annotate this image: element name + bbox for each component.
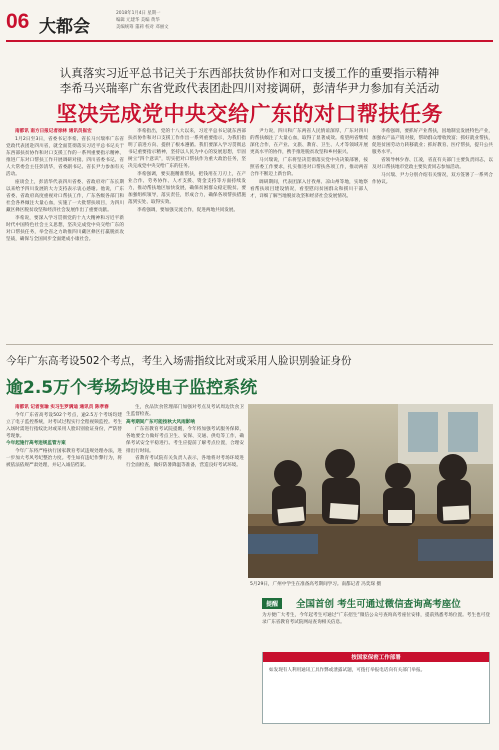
story1-headline: 坚决完成党中央交给广东的对口帮扶任务 <box>56 102 443 126</box>
subhead: 今年起施行高考违规监管方案 <box>6 441 66 447</box>
story1-column-3 <box>250 128 368 338</box>
paragraph: 马兴瑞说，广东将坚决贯彻落实党中央决策部署，按照省委工作要求，扎实推进对口帮扶各项工作，推动两省合作不断迈上新台阶。 <box>250 157 368 178</box>
paragraph: 李希强调，要实施精准帮扶，把钱用在刀刃上，在产业合作、劳务协作、人才支援、资金支持等方面持续发力，推动帮扶地区加快发展，确保贫困群众稳定脱贫。要加强组织领导，落实责任，形成合力，确保各项帮扶措施落到实处、取得实效。 <box>128 172 246 206</box>
story2-column-2 <box>126 404 244 740</box>
paragraph: 今年广东将严格执行国家教育考试违规处理办法，进一步加大考风考纪整治力度。考生如有违纪作弊行为，将被依法依规严肃处理，并记入诚信档案。 <box>6 449 122 469</box>
story1-kicker-line2: 李希马兴瑞率广东省党政代表团赴四川对接调研，彭清华尹力参加有关活动 <box>59 81 440 95</box>
story2-kicker: 今年广东高考设502个考点，考生入场需指纹比对或采用人脸识别验证身份 <box>6 355 352 367</box>
paragraph: 李希强调，要抓好产业帮扶，因地制宜发展特色产业，加强农产品产销对接，帮助群众增收致富；抓好就业帮扶，促进贫困劳动力转移就业；抓好教育、医疗帮扶，提升公共服务水平。 <box>372 129 493 156</box>
story1-column-1 <box>6 128 124 338</box>
students-photo-illustration <box>248 404 493 578</box>
paragraph: 座谈会上，彭清华代表四川省委、省政府对广东长期以来给予四川发展的大力支持表示衷心感谢。他说，广东省委、省政府高度重视对口帮扶工作，广东各级各部门和社会各界倾注大量心血，实施了一大批帮扶项目，为四川藏区彝区脱贫攻坚和经济社会发展作出了重要贡献。 <box>6 179 124 214</box>
header-date: 2018年1月4日 星期一 <box>116 11 161 16</box>
page-number: 06 <box>6 10 30 33</box>
paragraph: 省教育考试院有关负责人表示，各地将对考场环境进行全面检查，做好防暑降温等准备，营造良好考试环境。 <box>126 456 244 469</box>
header-staff: 美编统筹 董莉 校对 邓丽文 <box>116 25 169 30</box>
paragraph: 李希强调，要加强交流合作，促进两地共同发展。 <box>137 208 239 214</box>
paragraph: 马兴瑞、尹力分别介绍有关情况，双方签署了一系列合作协议。 <box>372 172 493 185</box>
notice-box-text: 如发现有人利用通讯工具作弊或泄露试题，可拨打举报电话向有关部门举报。 <box>269 668 426 673</box>
paragraph: 生，食品饮食管理部门加强对考点及考试周边饮食卫生监督检查。 <box>126 405 244 418</box>
notice-box-title: 按国家保密工作部署 <box>263 652 489 662</box>
paragraph: 尹力说，四川和广东两省人民情谊深厚，广东对四川的帮扶倾注了大量心血，取得了显著成效。希望两省继续深化合作，在产业、文旅、教育、卫生、人才等领域开展更高水平的协作，携手推进脱贫攻坚和乡村振兴。 <box>250 129 368 156</box>
story1-column-4 <box>372 128 493 338</box>
story1-byline: 南都讯 南方日报记者徐林 通讯员崔宏 <box>15 129 92 134</box>
paragraph: 今年广东省高考设502个考点，逾2.5万个考场均建立了电子监控系统，对考试过程实行全程视频监控。考生入场时需进行指纹比对或采用人脸识别验证身份，严防替考现象。 <box>6 412 122 439</box>
paragraph: 李希说，要深入学习贯彻党的十九大精神和习近平新时代中国特色社会主义思想，坚决完成党中央交给广东的对口帮扶任务，举全省之力助推四川藏区彝区打赢脱贫攻坚战，确保与全国同步全面建成小康社会。 <box>6 215 124 242</box>
paragraph: 李希指出，党的十八大以来，习近平总书记就东西部扶贫协作和对口支援工作作出一系列重要指示，为我们指明了前进方向、提供了根本遵循。我们要深入学习贯彻总书记重要指示精神，坚持以人民为中心的发展思想，牢固树立“四个意识”，切实把对口帮扶作为重大政治任务，坚决完成党中央交给广东的任务。 <box>128 129 246 170</box>
photo-caption: 5月29日，广州中学生在准备高考期间学习。南都记者 冯奕琛 摄 <box>250 582 382 587</box>
story2-column-1 <box>6 404 122 740</box>
story2-byline: 南都讯 记者张瑜 实习生罗满迪 通讯员 陈孝春 <box>15 405 109 410</box>
paragraph: 调研期间，代表团深入甘孜州、凉山州等地，实地察看帮扶项目建设情况，看望慰问贫困群众和援川干部人才，详细了解当地脱贫攻坚和经济社会发展情况。 <box>250 179 368 199</box>
paragraph: 广东省教育考试院提醒，今年将加强考试服务保障，各地要全力做好考点卫生、安保、交通、供电等工作，确保考试安全平稳进行。考生应提前了解考点位置，合理安排出行时间。 <box>126 427 244 454</box>
section-divider <box>6 344 493 345</box>
header-rule <box>6 40 493 42</box>
story1-kicker-line1: 认真落实习近平总书记关于东西部扶贫协作和对口支援工作的重要指示精神 <box>59 66 440 80</box>
page-header <box>6 4 493 38</box>
story1-column-2 <box>128 128 246 338</box>
story2-headline: 逾2.5万个考场均设电子监控系统 <box>6 378 258 398</box>
paragraph: 1月2日至3日，省委书记李希、省长马兴瑞率广东省党政代表团赴四川省，就全面贯彻落实习近平总书记关于东西部扶贫协作和对口支援工作的一系列重要指示精神、推进广东对口帮扶工作开展调研对接。四川省委书记、省人大常委会主任彭清华，省委副书记、省长尹力参加有关活动。 <box>6 136 124 178</box>
news-photo <box>248 404 493 578</box>
paragraph: 省领导林少春、江凌，省直有关部门主要负责同志，以及对口帮扶地市党政主要负责同志参加活动。 <box>372 157 493 170</box>
tips-text: 为方便广大考生，今年起考生可通过“广东招生”微信公众号查询高考座位安排，提前熟悉考场位置。考生也可登录广东省教育考试院网站查询相关信息。 <box>262 613 490 626</box>
section-title: 大都会 <box>39 17 90 36</box>
tips-tag: 提醒 <box>262 598 282 609</box>
subhead: 高考期间广东可能按秋大风雨影响 <box>126 419 195 425</box>
header-meta <box>116 10 266 31</box>
tips-title: 全国首创 考生可通过微信查询高考座位 <box>296 599 461 610</box>
notice-box <box>262 652 490 724</box>
header-editors: 编辑 元建华 美编 黄华 <box>116 18 160 23</box>
